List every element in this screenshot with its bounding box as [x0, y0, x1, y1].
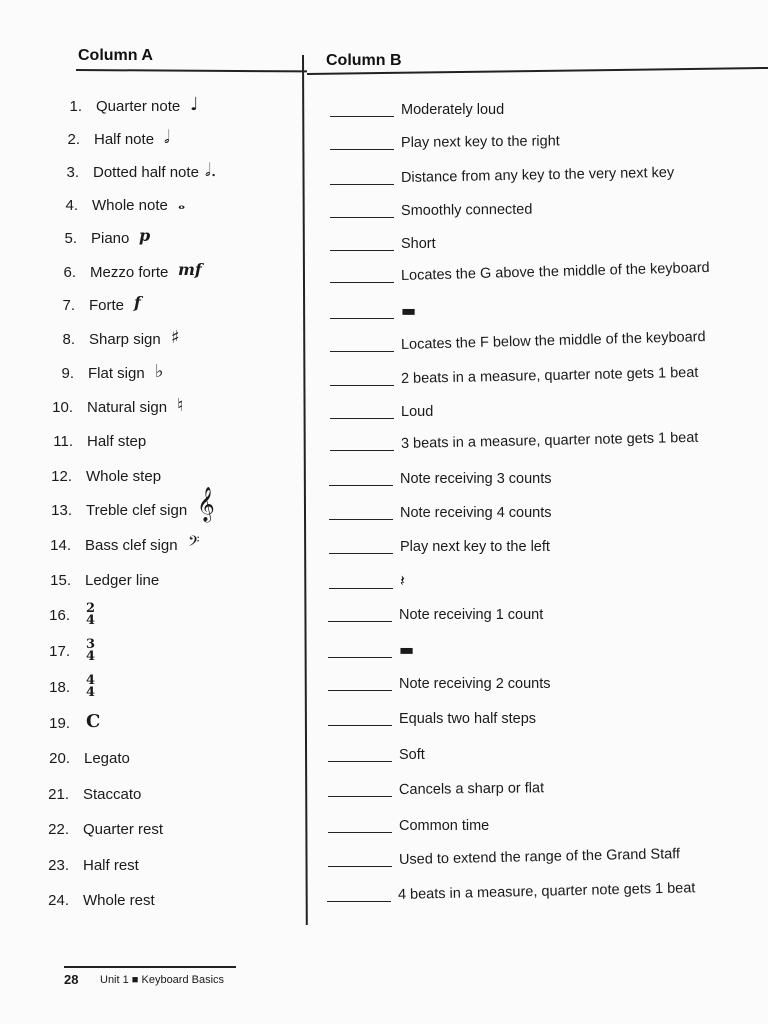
item-label: Whole rest	[83, 892, 155, 909]
item-number: 10.	[52, 399, 73, 416]
column-a-heading: Column A	[78, 47, 153, 64]
mezzo-forte-dynamic-icon: mf	[178, 260, 202, 279]
time-signature-2-4-icon	[86, 603, 95, 627]
common-time-icon: C	[86, 711, 101, 732]
answer-blank[interactable]	[330, 450, 394, 451]
definition-text: Soft	[399, 747, 425, 763]
item-label: Half step	[87, 433, 147, 450]
half-note-icon: 𝅗𝅥	[164, 127, 170, 148]
dotted-half-note-icon: 𝅗𝅥.	[205, 160, 217, 181]
item-number: 11.	[53, 433, 73, 450]
answer-blank[interactable]	[330, 418, 394, 419]
answer-blank[interactable]	[330, 184, 394, 185]
answer-blank[interactable]	[327, 901, 391, 902]
item-number: 22.	[48, 821, 69, 838]
answer-blank[interactable]	[328, 690, 392, 691]
item-label: Quarter note	[96, 98, 181, 115]
item-number: 14.	[50, 537, 71, 554]
page-number: 28	[64, 972, 79, 987]
answer-blank[interactable]	[328, 621, 392, 622]
definition-text: Note receiving 4 counts	[400, 505, 552, 521]
sharp-sign-icon: ♯	[171, 327, 180, 348]
item-label: Piano	[91, 230, 130, 247]
time-signature-3-4-icon	[86, 639, 95, 663]
answer-blank[interactable]	[329, 588, 393, 589]
definition-text: Note receiving 1 count	[399, 607, 544, 623]
definition-text: Cancels a sharp or flat	[398, 780, 545, 798]
footer-rule	[64, 966, 236, 968]
item-number: 13.	[51, 502, 72, 519]
definition-text: Distance from any key to the very next key	[400, 164, 675, 186]
answer-blank[interactable]	[328, 761, 392, 762]
time-signature-top: 4	[86, 673, 96, 688]
definition-text: 4 beats in a measure, quarter note gets 1 beat	[397, 880, 696, 903]
definition-text: Locates the F below the middle of the keyboard	[400, 329, 706, 353]
answer-blank[interactable]	[328, 832, 392, 833]
answer-blank[interactable]	[330, 351, 394, 352]
item-label: Bass clef sign	[85, 537, 178, 554]
item-number: 24.	[48, 892, 69, 909]
item-label: Sharp sign	[89, 331, 161, 348]
answer-blank[interactable]	[330, 318, 394, 319]
column-divider	[302, 55, 308, 925]
item-label: Mezzo forte	[90, 264, 169, 281]
item-label: Half rest	[83, 857, 139, 874]
item-label: Legato	[84, 750, 130, 767]
item-label: Dotted half note	[93, 164, 199, 181]
time-signature-4-4-icon	[86, 675, 95, 699]
flat-sign-icon: ♭	[155, 361, 164, 382]
answer-blank[interactable]	[330, 250, 394, 251]
definition-text: Moderately loud	[401, 102, 505, 118]
item-number: 17.	[49, 643, 70, 660]
item-number: 23.	[48, 857, 69, 874]
time-signature-top: 3	[86, 637, 96, 652]
item-label: Natural sign	[87, 399, 168, 416]
answer-blank[interactable]	[329, 553, 393, 554]
whole-rest-icon: ▬	[399, 640, 415, 659]
answer-blank[interactable]	[328, 657, 392, 658]
definition-text: Used to extend the range of the Grand Staff	[398, 846, 681, 868]
time-signature-top: 2	[86, 601, 96, 616]
item-label: Whole note	[92, 197, 168, 214]
item-label: Staccato	[83, 786, 142, 803]
answer-blank[interactable]	[328, 725, 392, 726]
item-number: 12.	[51, 468, 72, 485]
whole-note-icon: 𝅝	[178, 193, 186, 214]
item-number: 6.	[63, 264, 76, 281]
definition-text: Play next key to the left	[400, 539, 550, 555]
item-number: 16.	[49, 607, 70, 624]
column-b-heading: Column B	[326, 52, 402, 69]
item-label: Treble clef sign	[86, 502, 188, 519]
time-signature-bottom: 4	[86, 613, 96, 628]
item-number: 19.	[49, 715, 70, 732]
definition-text: Equals two half steps	[399, 711, 537, 727]
definition-text: Locates the G above the middle of the keyboard	[400, 259, 710, 284]
item-number: 5.	[64, 230, 77, 247]
treble-clef-icon: 𝄞	[197, 487, 215, 522]
item-number: 9.	[61, 365, 74, 382]
time-signature-bottom: 4	[86, 649, 96, 664]
item-number: 4.	[65, 197, 78, 214]
item-label: Half note	[94, 131, 155, 148]
answer-blank[interactable]	[330, 217, 394, 218]
item-number: 18.	[49, 679, 70, 696]
forte-dynamic-icon: f	[134, 293, 141, 312]
item-number: 21.	[48, 786, 69, 803]
answer-blank[interactable]	[330, 385, 394, 386]
natural-sign-icon: ♮	[177, 395, 184, 416]
item-label: Quarter rest	[83, 821, 164, 838]
definition-text: Note receiving 3 counts	[400, 471, 552, 487]
item-number: 2.	[67, 131, 80, 148]
answer-blank[interactable]	[330, 149, 394, 150]
definition-text: Loud	[401, 404, 434, 420]
quarter-note-icon: ♩	[190, 94, 199, 115]
column-a-rule	[76, 69, 307, 72]
time-signature-bottom: 4	[86, 685, 96, 700]
answer-blank[interactable]	[329, 485, 393, 486]
definition-text: Smoothly connected	[400, 201, 533, 219]
item-number: 7.	[62, 297, 75, 314]
quarter-rest-icon: 𝄽	[400, 571, 405, 590]
item-label: Forte	[89, 297, 125, 314]
item-number: 8.	[62, 331, 75, 348]
definition-text: Play next key to the right	[400, 133, 560, 151]
answer-blank[interactable]	[328, 866, 392, 867]
half-rest-icon: ▬	[401, 301, 417, 320]
answer-blank[interactable]	[330, 116, 394, 117]
answer-blank[interactable]	[330, 282, 394, 283]
bass-clef-icon: 𝄢	[188, 533, 200, 554]
item-number: 3.	[66, 164, 79, 181]
section-label: Unit 1 ■ Keyboard Basics	[100, 974, 225, 986]
definition-text: 3 beats in a measure, quarter note gets 1 beat	[400, 429, 699, 452]
definition-text: Note receiving 2 counts	[399, 676, 551, 692]
definition-text: 2 beats in a measure, quarter note gets 1 beat	[400, 364, 699, 387]
item-label: Ledger line	[85, 572, 160, 589]
item-number: 1.	[69, 98, 82, 115]
piano-dynamic-icon: p	[139, 226, 151, 245]
definition-text: Common time	[399, 818, 490, 834]
item-number: 15.	[50, 572, 71, 589]
item-number: 20.	[49, 750, 70, 767]
answer-blank[interactable]	[329, 519, 393, 520]
answer-blank[interactable]	[328, 796, 392, 797]
item-label: Whole step	[86, 468, 162, 485]
item-label: Flat sign	[88, 365, 145, 382]
definition-text: Short	[401, 236, 436, 252]
